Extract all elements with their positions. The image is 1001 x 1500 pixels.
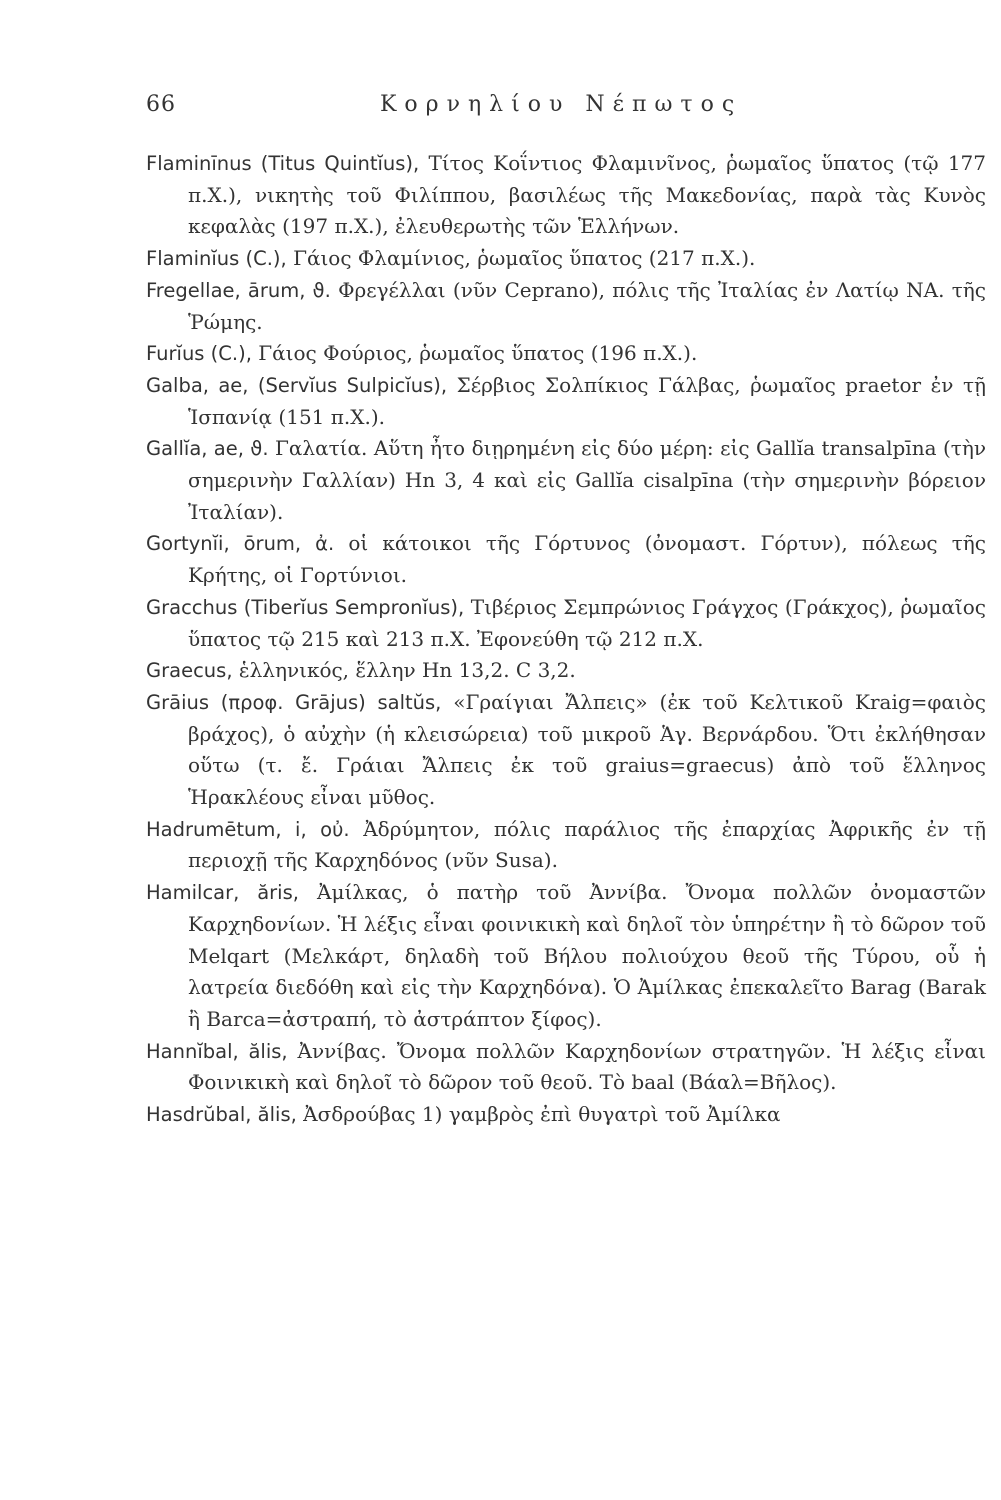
glossary-entry [146, 592, 986, 655]
glossary-entry [146, 1099, 986, 1131]
glossary-entry [146, 243, 986, 275]
glossary-entry [146, 687, 986, 814]
glossary-entry [146, 1036, 986, 1099]
glossary-entries [146, 148, 986, 1131]
glossary-entry [146, 528, 986, 591]
entry-definition: Ἀννίβας. Ὄνομα πολλῶν Καρχηδονίων στρατηγῶν. Ἡ λέξις εἶναι Φοινικικὴ καὶ δηλοῖ τὸ δῶρον τοῦ θεοῦ. Τὸ baal (Βάαλ=Βῆλος). [188, 1038, 986, 1095]
running-title: Κορνηλίου Νέπωτος [380, 92, 743, 117]
entry-headword: Hamilcar, ăris, [146, 881, 299, 905]
glossary-entry [146, 338, 986, 370]
entry-definition: Γαλατία. Αὕτη ἦτο διῃρημένη εἰς δύο μέρη: εἰς Gallĭa transalpīna (τὴν σημερινὴν Γαλλίαν) Hn 3, 4 καὶ εἰς Gallĭa cisalpīna (τὴν σημερινὴν βόρειον Ἰταλίαν). [188, 436, 986, 524]
entry-headword: Furĭus (C.), [146, 342, 252, 366]
entry-headword: Gracchus (Tiberĭus Sempronĭus), [146, 595, 465, 619]
entry-headword: Gortynĭi, ōrum, ἀ. [146, 532, 335, 556]
entry-definition: Ἀσδρούβας 1) γαμβρὸς ἐπὶ θυγατρὶ τοῦ Ἀμίλκα [296, 1102, 781, 1127]
entry-definition: ἑλληνικός, ἕλλην Hn 13,2. C 3,2. [232, 658, 576, 683]
entry-headword: Gallĭa, ae, ϑ. [146, 437, 269, 461]
entry-definition: Γάιος Φλαμίνιος, ῥωμαῖος ὕπατος (217 π.Χ.). [286, 246, 756, 271]
entry-definition: Σέρβιος Σολπίκιος Γάλβας, ῥωμαῖος praetor ἐν τῇ Ἱσπανίᾳ (151 π.Χ.). [188, 372, 987, 429]
glossary-entry [146, 275, 986, 338]
entry-definition: Τιβέριος Σεμπρώνιος Γράγχος (Γράκχος), ῥωμαῖος ὕπατος τῷ 215 καὶ 213 π.Χ. Ἐφονεύθη τῷ 212 π.Χ. [188, 594, 987, 651]
glossary-entry [146, 655, 986, 687]
page-number: 66 [146, 92, 176, 117]
entry-headword: Hadrumētum, i, οὐ. [146, 817, 350, 841]
entry-definition: Τίτος Κοΐντιος Φλαμινῖνος, ῥωμαῖος ὕπατος (τῷ 177 π.Χ.), νικητὴς τοῦ Φιλίππου, βασιλέως τῆς Μακεδονίας, παρὰ τὰς Κυνὸς κεφαλὰς (197 π.Χ.), ἐλευθερωτὴς τῶν Ἑλλήνων. [188, 151, 986, 239]
entry-headword: Fregellae, ārum, ϑ. [146, 278, 331, 302]
entry-definition: Φρεγέλλαι (νῦν Ceprano), πόλις τῆς Ἰταλίας ἐν Λατίῳ ΝΑ. τῆς Ῥώμης. [188, 277, 986, 334]
glossary-entry [146, 370, 986, 433]
entry-definition: Ἀδρύμητον, πόλις παράλιος τῆς ἐπαρχίας Ἀφρικῆς ἐν τῇ περιοχῇ τῆς Καρχηδόνος (νῦν Susa). [188, 816, 987, 873]
entry-headword: Flaminīnus (Titus Quintĭus), [146, 152, 420, 175]
entry-headword: Galba, ae, (Servĭus Sulpicĭus), [146, 373, 448, 397]
entry-headword: Flaminĭus (C.), [146, 247, 287, 271]
entry-headword: Hasdrŭbal, ălis, [146, 1103, 297, 1127]
glossary-entry [146, 148, 986, 243]
glossary-entry [146, 814, 986, 877]
glossary-entry [146, 433, 986, 528]
glossary-entry [146, 877, 986, 1036]
entry-definition: «Γραίγιαι Ἄλπεις» (ἐκ τοῦ Κελτικοῦ Kraig=φαιὸς βράχος), ὁ αὐχὴν (ἡ κλεισώρεια) τοῦ μικροῦ Ἁγ. Βερνάρδου. Ὅτι ἐκλήθησαν οὕτω (τ. ἔ. Γράιαι Ἄλπεις ἐκ τοῦ graius=graecus) ἀπὸ τοῦ ἕλληνος Ἡρακλέους εἶναι μῦθος. [188, 689, 986, 810]
entry-headword: Hannĭbal, ălis, [146, 1039, 288, 1063]
entry-definition: Γάιος Φούριος, ῥωμαῖος ὕπατος (196 π.Χ.). [251, 341, 698, 366]
entry-definition: οἱ κάτοικοι τῆς Γόρτυνος (ὀνομαστ. Γόρτυν), πόλεως τῆς Κρήτης, οἱ Γορτύνιοι. [188, 531, 986, 588]
entry-definition: Ἀμίλκας, ὁ πατὴρ τοῦ Ἀννίβα. Ὄνομα πολλῶν ὀνομαστῶν Καρχηδονίων. Ἡ λέξις εἶναι φοινικικὴ καὶ δηλοῖ τὸν ὑπηρέτην ἢ τὸ δῶρον τοῦ Melqart (Μελκάρτ, δηλαδὴ τοῦ Βήλου πολιούχου θεοῦ τῆς Τύρου, οὗ ἡ λατρεία διεδόθη καὶ εἰς τὴν Καρχηδόνα). Ὁ Ἀμίλκας ἐπεκαλεῖτο Barag (Barak ἢ Barca=ἀστραπή, τὸ ἀστράπτον ξίφος). [188, 880, 986, 1031]
entry-headword: Grāius (προφ. Grājus) saltŭs, [146, 690, 442, 714]
entry-headword: Graecus, [146, 659, 233, 683]
